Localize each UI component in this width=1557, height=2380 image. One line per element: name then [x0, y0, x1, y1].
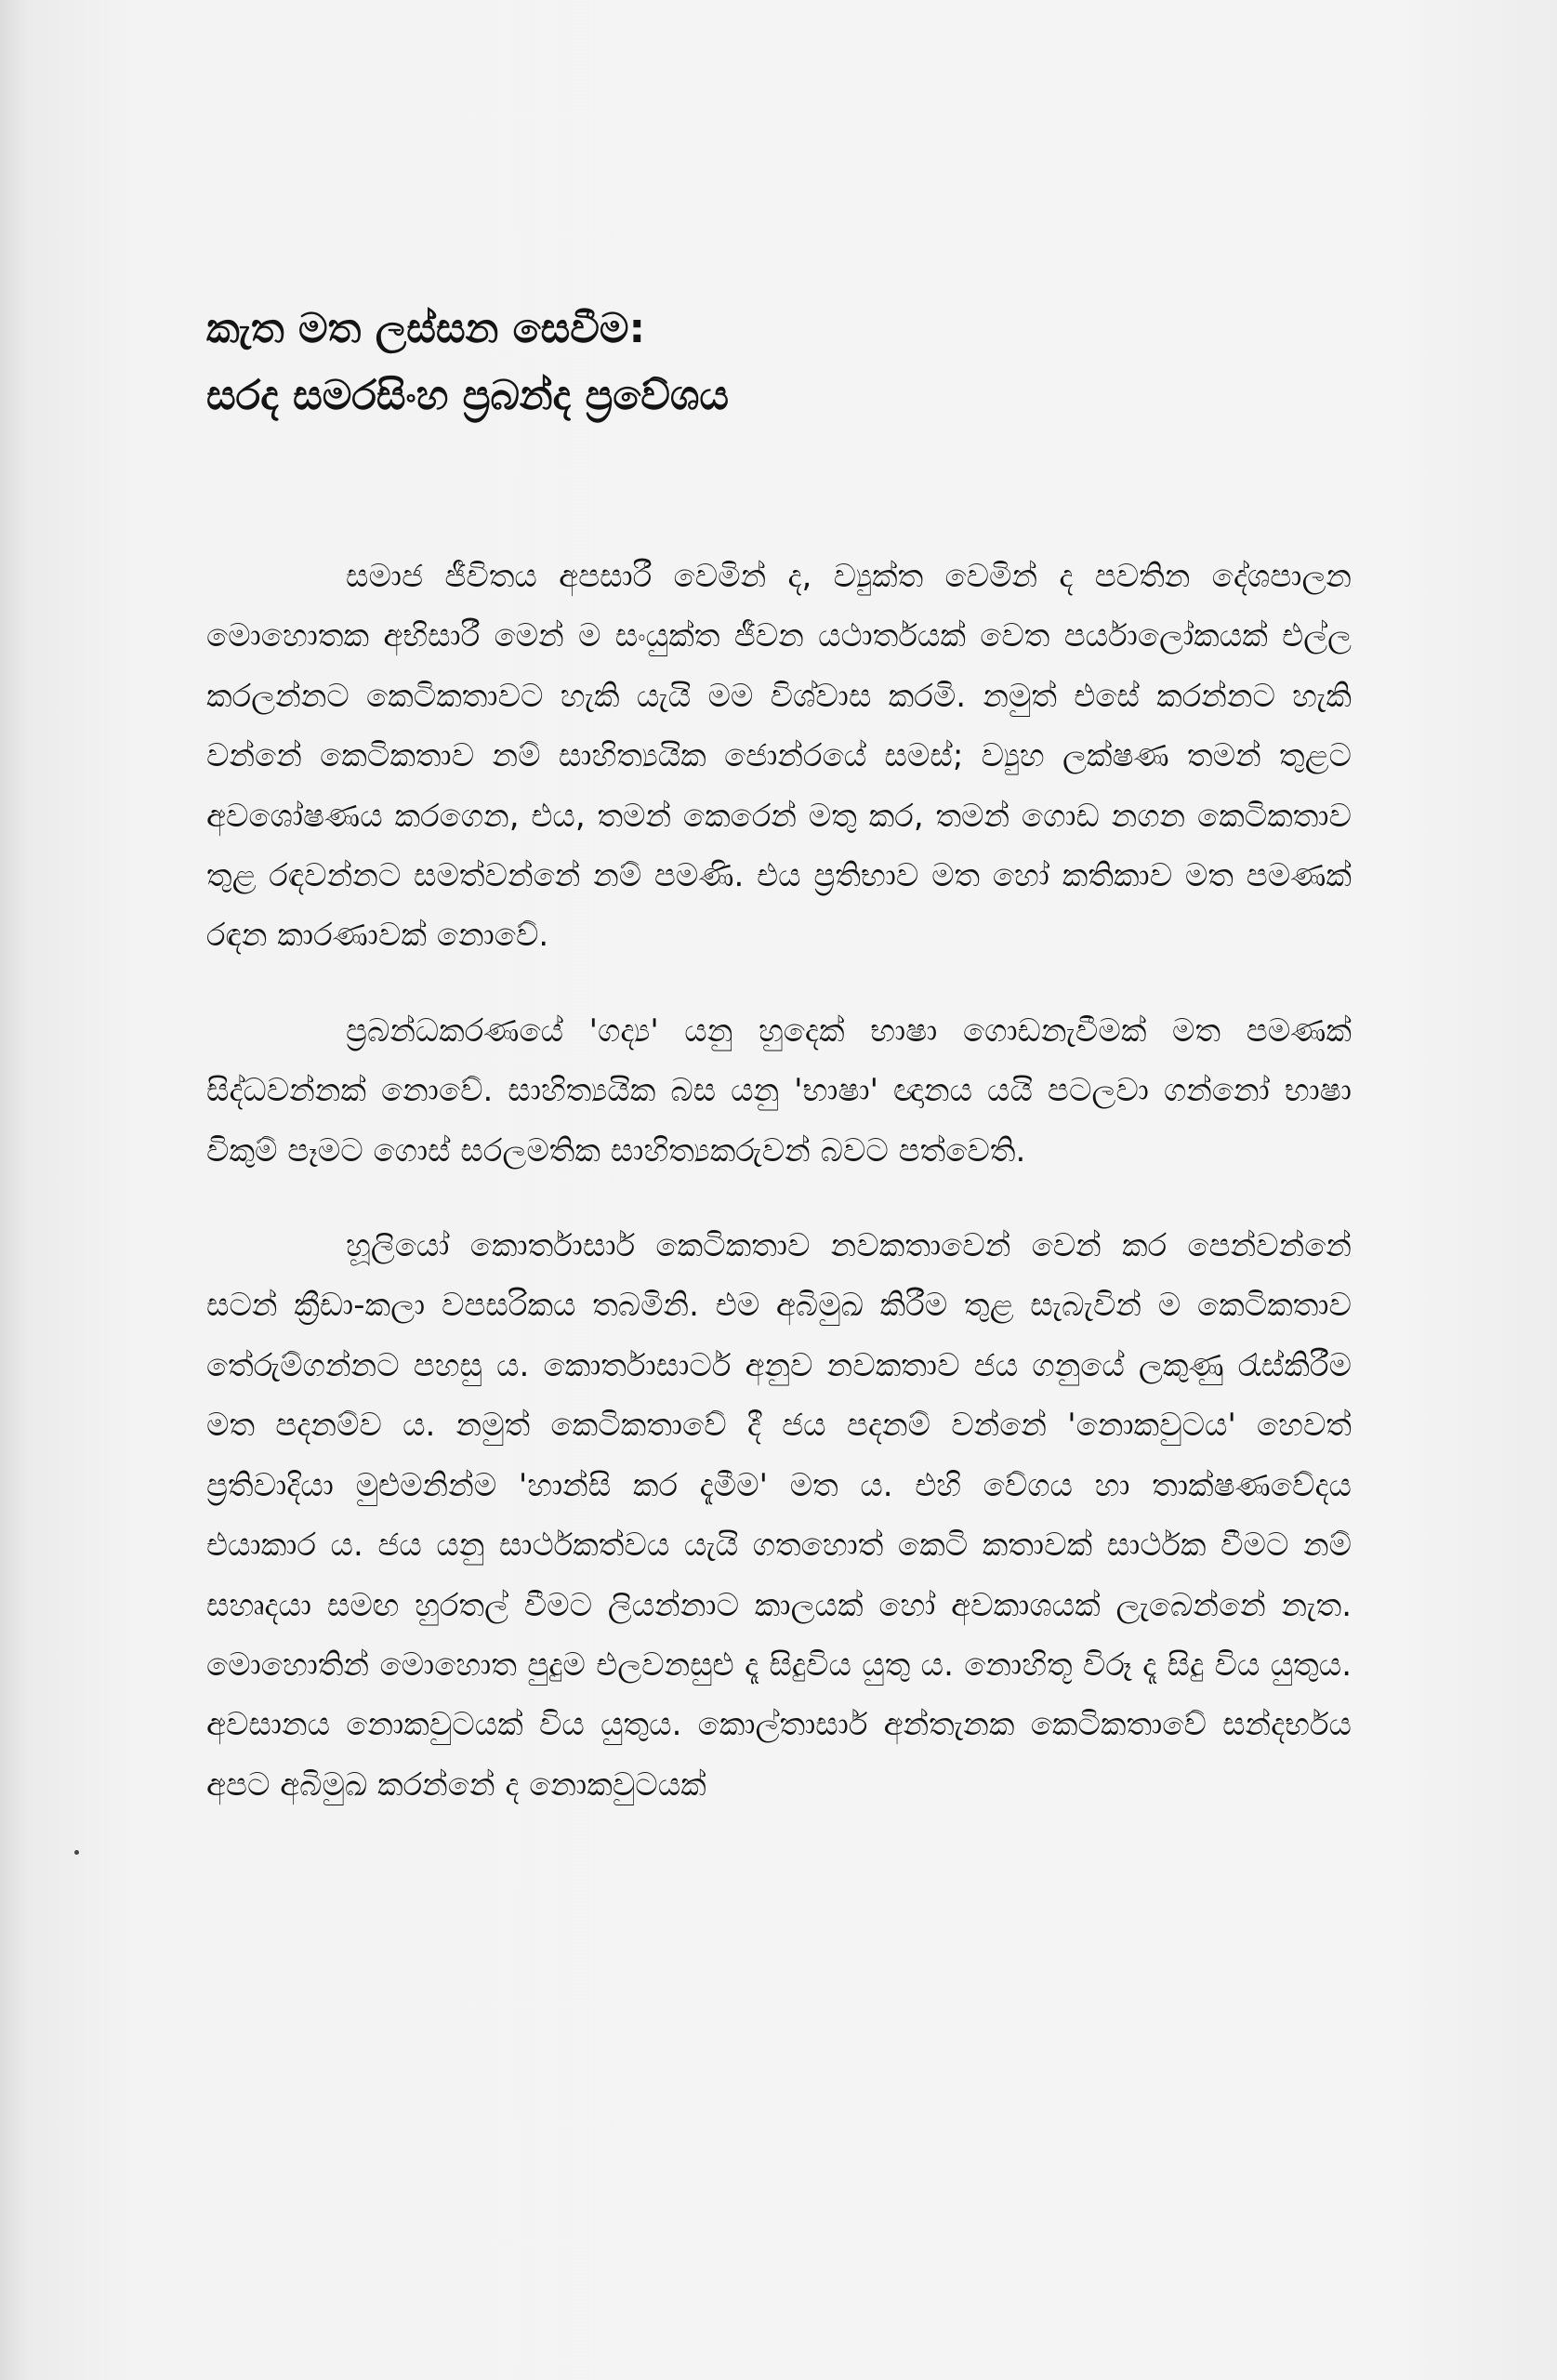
chapter-title-line-2: සරද සමරසිංහ ප්‍රබන්ද ප්‍රවේශය	[206, 372, 729, 419]
paragraph-2: ප්‍රබන්ධකරණයේ 'ගද්‍ය' යනු හුදෙක් භාෂා ගොඩනැවීමක් මත පමණක් සිද්ධවන්නක් නොවේ. සාහිත්‍යයික බස යනු 'භාෂා' ඥානය යයි පටලවා ගන්නෝ භාෂා විකුම් පෑමට ගොස් සරලමතික සාහිත්‍යකරුවන් බවට පත්වෙති.	[206, 1012, 1352, 1170]
paragraph-1: සමාජ ජීවිතය අපසාරී වෙමින් ද, ව්‍යුක්ත වෙමින් ද පවතින දේශපාලන මොහොතක අභිසාරී මෙන් ම සංයුක්ත ජීවන යථාර්තයක් වෙත පර්යාලෝකයක් එල්ල කරලන්නට කෙටිකතාවට හැකි යැයි මම විශ්වාස කරමි. නමුත් එසේ කරන්නට හැකි වන්නේ කෙටිකතාව නම් සාහිත්‍යයික ජොන්රයේ සමස්; ව්‍යුහ ලක්ෂණ තමන් තුළට අවශෝෂණය කරගෙන, එය, තමන් කෙරෙන් මතු කර, තමන් ගොඩ නගන කෙටිකතාව තුළ රඳවන්නට සමත්වන්නේ නම් පමණි. එය ප්‍රතිභාව මත හෝ කතිකාව මත පමණක් රඳන කාරණාවක් නොවේ.	[206, 558, 1352, 955]
chapter-title	[206, 296, 1378, 430]
paragraph-3: හූලියෝ කොර්තාසාර් කෙටිකතාව නවකතාවෙන් වෙන් කර පෙන්වන්නේ සටන් ක්‍රීඩා-කලා වපසරිකය තබමිනි. එම අබිමුඛ කිරීම තුළ සැබැවින් ම කෙටිකතාව තේරුම්ගන්නට පහසු ය. කොර්තාසාර්ට අනුව නවකතාව ජය ගනුයේ ලකුණු රැස්කිරීම මත පදනම්ව ය. නමුත් කෙටිකතාවේ දී ජය පදනම් වන්නේ 'නොකවුටය' හෙවත් ප්‍රතිවාදියා මුළුමනින්ම 'හාන්සි කර දැමීම' මත ය. එහි වේගය හා තාක්ෂණවේදය එයාකාර ය. ජය යනු සාර්ථකත්වය යැයි ගතහොත් කෙටි කතාවක් සාර්ථක වීමට නම් සහෘදයා සමඟ හුරතල් වීමට ලියන්නාට කාලයක් හෝ අවකාශයක් ලැබෙන්නේ නැත. මොහොතින් මොහොත පුදුම එලවනසුළු දෑ සිදුවිය යුතු ය. නොහිතූ විරූ දෑ සිදු විය යුතුය. අවසානය නොකවුටයක් විය යුතුය. කොල්තාසාර් අන්තැනක කෙටිකතාවේ සන්දර්භය අපට අබිමුඛ කරන්නේ ද නොකවුටයක්	[206, 1227, 1352, 1804]
chapter-title-line-1: කැත මත ලස්සන සෙවීම:	[206, 305, 646, 352]
body-text	[206, 547, 1352, 1850]
page-speck	[74, 1850, 79, 1855]
